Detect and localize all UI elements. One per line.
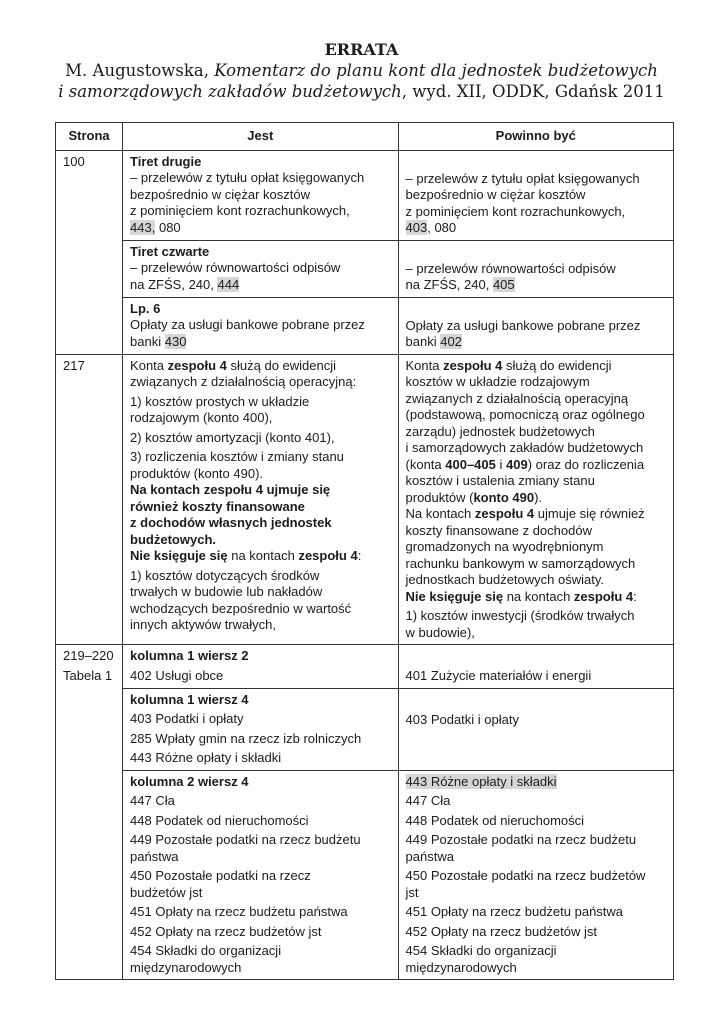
- text-line: międzynarodowych: [130, 959, 242, 975]
- book-reference-line-1: [0, 60, 723, 81]
- text-line: 3) rozliczenia kosztów i zmiany stanu: [130, 449, 344, 464]
- column-header-page: Strona: [56, 123, 123, 151]
- text-fragment: służą do ewidencji: [226, 357, 337, 373]
- text-line: [406, 589, 668, 606]
- text-fragment: ujmuje się również: [534, 506, 645, 521]
- highlighted-value: 443 Różne opłaty i składki: [405, 773, 557, 789]
- highlighted-value: 402: [440, 334, 462, 349]
- text-fragment: na kontach: [503, 588, 574, 604]
- text-line: [130, 277, 392, 294]
- text-line: [130, 220, 392, 237]
- text-line: Opłaty za usługi bankowe pobrane przez: [405, 317, 641, 333]
- is-cell: [123, 240, 398, 297]
- text-line: 449 Pozostałe podatki na rzecz budżetu: [405, 832, 637, 847]
- highlighted-value: 444: [217, 276, 240, 292]
- book-title-part-2: i samorządowych zakładów budżetowych: [58, 82, 402, 101]
- text-line: z pominięciem kont rozrachunkowych,: [405, 203, 626, 219]
- text-line: 1) kosztów prostych w układzie: [130, 393, 310, 409]
- table-header-row: [56, 123, 674, 151]
- text-line: [406, 490, 668, 507]
- text-line: 2) kosztów amortyzacji (konto 401),: [130, 429, 335, 445]
- column-header-should-be: Powinno być: [398, 123, 673, 151]
- table-row: [56, 645, 674, 689]
- text-line: 403 Podatki i opłaty: [405, 711, 519, 727]
- table-row: [56, 688, 674, 770]
- text-line: innych aktywów trwałych,: [130, 617, 276, 632]
- is-cell: [123, 297, 398, 354]
- section-heading: Lp. 6: [130, 300, 161, 316]
- text-fragment: Na kontach: [405, 506, 475, 521]
- text-line: związanych z działalnością operacyjną: [405, 390, 629, 406]
- text-fragment: na kontach: [227, 548, 299, 563]
- text-line: [406, 220, 668, 237]
- table-row: [56, 240, 674, 297]
- text-fragment: ).: [534, 489, 543, 505]
- text-line: Opłaty za usługi bankowe pobrane przez: [130, 317, 365, 332]
- text-line: 1) kosztów inwestycji (środków trwałych: [405, 608, 635, 623]
- text-fragment: produktów (: [405, 489, 474, 505]
- should-be-cell: [398, 240, 673, 297]
- is-cell: [123, 354, 398, 645]
- text-line: państwa: [405, 848, 454, 864]
- text-line: [406, 457, 668, 474]
- section-heading: kolumna 1 wiersz 2: [130, 648, 249, 663]
- text-line: [130, 548, 392, 565]
- text-fragment: banki: [130, 333, 165, 349]
- book-reference-line-2: [0, 81, 723, 102]
- text-line: wchodzących bezpośrednio w wartość: [130, 600, 352, 616]
- text-line: i samorządowych zakładów budżetowych: [405, 440, 644, 455]
- text-fragment: Konta: [405, 357, 444, 373]
- text-line: 443 Różne opłaty i składki: [130, 750, 282, 765]
- text-line: 450 Pozostałe podatki na rzecz: [130, 868, 311, 883]
- table-row: [56, 354, 674, 645]
- text-line: koszty finansowane z dochodów: [405, 522, 592, 538]
- page-title: ERRATA: [324, 40, 399, 59]
- text-line: kosztów i ustalenia zmiany stanu: [405, 473, 595, 488]
- bold-fragment: Nie księguje się: [405, 588, 504, 604]
- text-line: rachunku bankowym w samorządowych: [405, 555, 636, 571]
- text-line: [130, 358, 392, 375]
- edition-info: , wyd. XII, ODDK, Gdańsk 2011: [401, 82, 665, 101]
- highlighted-value: 443,: [130, 219, 156, 235]
- text-line: w budowie),: [405, 624, 475, 640]
- should-be-cell: [398, 297, 673, 354]
- should-be-cell: [398, 354, 673, 645]
- text-line: 450 Pozostałe podatki na rzecz budżetów: [405, 868, 646, 883]
- text-line: – przelewów z tytułu opłat księgowanych: [130, 170, 365, 185]
- bold-fragment: zespołu 4: [474, 506, 535, 521]
- is-cell: [123, 150, 398, 240]
- is-cell: [123, 645, 398, 689]
- text-line: produktów (konto 490).: [130, 465, 264, 481]
- author: M. Augustowska,: [65, 61, 209, 80]
- is-cell: [123, 770, 398, 980]
- section-heading: kolumna 2 wiersz 4: [130, 773, 249, 789]
- table-row: [56, 297, 674, 354]
- text-line: [406, 334, 668, 351]
- text-line: 454 Składki do organizacji: [130, 943, 282, 958]
- text-line: (podstawową, pomocniczą oraz ogólnego: [405, 407, 645, 422]
- text-line: 448 Podatek od nieruchomości: [405, 812, 585, 828]
- table-reference: Tabela 1: [63, 667, 113, 683]
- table-row: [56, 770, 674, 980]
- should-be-cell: [398, 770, 673, 980]
- bold-fragment: zespołu 4: [573, 588, 634, 604]
- text-line: [406, 506, 668, 523]
- bold-line: również koszty finansowane: [130, 498, 305, 514]
- text-line: gromadzonych na wyodrębnionym: [405, 539, 604, 554]
- text-fragment: banki: [405, 334, 441, 349]
- bold-fragment: zespołu 4: [167, 357, 227, 373]
- text-line: trwałych w budowie lub nakładów: [130, 584, 323, 599]
- bold-fragment: konto 490: [473, 489, 535, 505]
- text-line: 449 Pozostałe podatki na rzecz budżetu: [130, 832, 361, 847]
- text-line: 402 Usługi obce: [130, 667, 224, 683]
- text-line: 403 Podatki i opłaty: [130, 711, 244, 726]
- is-cell: [123, 688, 398, 770]
- document-header: [0, 0, 723, 102]
- table-row: [56, 150, 674, 240]
- text-fragment: :: [633, 588, 637, 604]
- text-line: 448 Podatek od nieruchomości: [130, 812, 309, 828]
- bold-fragment: zespołu 4: [443, 357, 503, 373]
- text-fragment: Konta: [130, 357, 168, 373]
- text-line: 451 Opłaty na rzecz budżetu państwa: [130, 904, 348, 919]
- text-line: 452 Opłaty na rzecz budżetów jst: [405, 923, 598, 939]
- text-line: budżetów jst: [130, 884, 203, 900]
- text-line: [130, 334, 392, 351]
- text-fragment: (konta: [405, 456, 446, 472]
- bold-fragment: 409: [506, 456, 528, 472]
- text-line: 285 Wpłaty gmin na rzecz izb rolniczych: [130, 730, 362, 746]
- text-line: 454 Składki do organizacji: [405, 943, 557, 958]
- text-line: 447 Cła: [130, 793, 175, 808]
- text-line: 451 Opłaty na rzecz budżetu państwa: [405, 904, 624, 919]
- text-line: 452 Opłaty na rzecz budżetów jst: [130, 923, 322, 939]
- text-line: [406, 277, 668, 294]
- page-number: 219–220: [63, 648, 114, 663]
- text-fragment: 080: [155, 219, 181, 235]
- text-line: kosztów w układzie rodzajowym: [405, 374, 590, 389]
- text-line: – przelewów równowartości odpisów: [130, 260, 341, 275]
- bold-line: budżetowych.: [130, 531, 216, 547]
- bold-line: z dochodów własnych jednostek: [130, 515, 332, 530]
- text-fragment: :: [357, 548, 362, 563]
- should-be-cell: [398, 150, 673, 240]
- column-header-is: Jest: [123, 123, 398, 151]
- book-title-part-1: Komentarz do planu kont dla jednostek budżetowych: [214, 61, 658, 80]
- highlighted-value: 403: [405, 220, 428, 235]
- text-line: z pominięciem kont rozrachunkowych,: [130, 203, 350, 218]
- text-line: 447 Cła: [405, 793, 451, 808]
- bold-fragment: zespołu 4: [298, 548, 358, 563]
- text-line: bezpośrednio w ciężar kosztów: [405, 187, 586, 202]
- text-fragment: , 080: [427, 220, 457, 235]
- section-heading: Tiret czwarte: [130, 243, 210, 259]
- text-line: międzynarodowych: [405, 959, 517, 975]
- text-fragment: i: [495, 456, 507, 472]
- text-fragment: na ZFŚS, 240,: [405, 277, 493, 292]
- bold-fragment: 400–405: [445, 456, 496, 472]
- text-fragment: ) oraz do rozliczenia: [527, 456, 645, 472]
- text-line: rodzajowym (konto 400),: [130, 410, 273, 425]
- text-line: – przelewów z tytułu opłat księgowanych: [405, 170, 640, 186]
- bold-line: Na kontach zespołu 4 ujmuje się: [130, 482, 331, 497]
- page-cell: [56, 645, 123, 980]
- text-line: związanych z działalnością operacyjną:: [130, 374, 357, 389]
- text-line: zarządu) jednostek budżetowych: [405, 423, 595, 439]
- should-be-cell: [398, 688, 673, 770]
- text-line: 1) kosztów dotyczących środków: [130, 567, 320, 583]
- text-line: państwa: [130, 848, 179, 864]
- text-line: – przelewów równowartości odpisów: [405, 260, 616, 276]
- errata-table: [55, 122, 674, 980]
- section-heading: Tiret drugie: [130, 153, 202, 169]
- text-line: [406, 358, 668, 375]
- text-fragment: na ZFŚS, 240,: [130, 276, 218, 292]
- text-line: jednostkach budżetowych oświaty.: [405, 572, 604, 587]
- text-line: bezpośrednio w ciężar kosztów: [130, 186, 310, 202]
- highlighted-value: 430: [164, 333, 187, 349]
- page-cell: 100: [56, 150, 123, 354]
- highlighted-value: 405: [492, 277, 515, 292]
- text-line: jst: [405, 884, 419, 900]
- bold-fragment: Nie księguje się: [130, 548, 228, 563]
- page-cell: 217: [56, 354, 123, 645]
- should-be-cell: [398, 645, 673, 689]
- text-line: 401 Zużycie materiałów i energii: [405, 668, 592, 683]
- text-fragment: służą do ewidencji: [502, 357, 612, 373]
- section-heading: kolumna 1 wiersz 4: [130, 691, 249, 707]
